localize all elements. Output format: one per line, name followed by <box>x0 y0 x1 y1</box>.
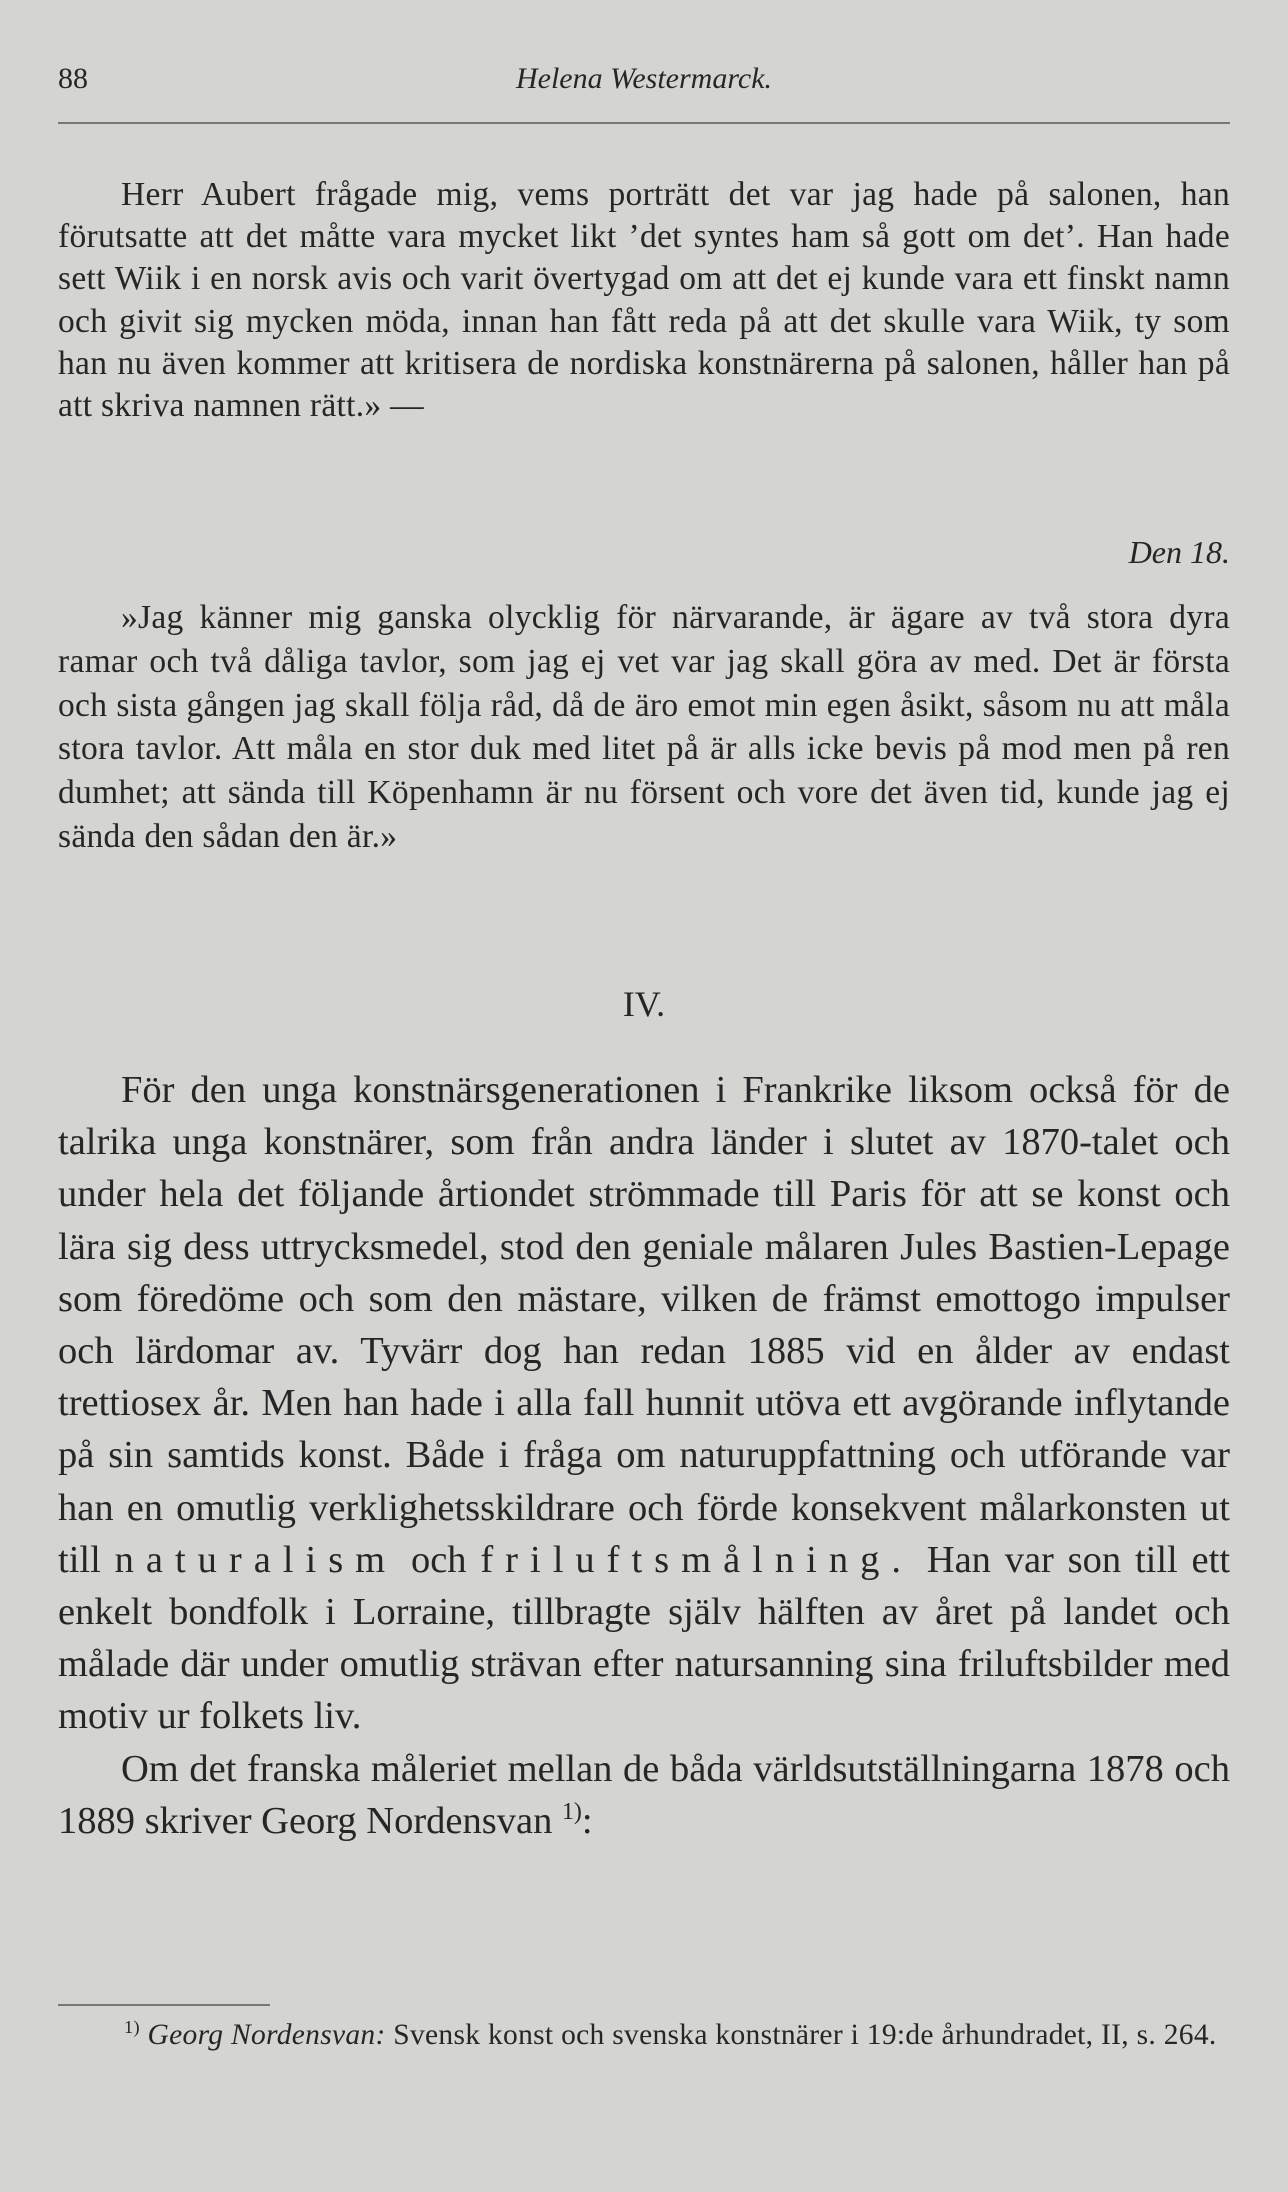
footnote-rule <box>58 2004 270 2006</box>
section-body <box>58 1064 1230 1847</box>
section-paragraph-2-text: Om det franska måleriet mellan de båda världsutställningarna 1878 och 1889 skriver Georg Nordensvan <box>58 1747 1230 1842</box>
letter-paragraph-2 <box>58 596 1230 859</box>
footnote-body: Svensk konst och svenska konstnärer i 19:de århundradet, II, s. 264. <box>393 2019 1217 2051</box>
section-paragraph-2 <box>58 1743 1230 1847</box>
footnote-reference: 1) <box>561 1799 582 1826</box>
footnote <box>58 2015 1230 2055</box>
letter-paragraph-1 <box>58 174 1230 427</box>
page-number: 88 <box>58 62 88 95</box>
section-heading: IV. <box>622 984 666 1024</box>
footnote-author: Georg Nordensvan: <box>147 2019 386 2051</box>
letter-date: Den 18. <box>1128 534 1230 570</box>
term-connector: och <box>410 1538 467 1581</box>
header-rule <box>58 122 1230 124</box>
section-paragraph-1-before: För den unga konstnärsgenerationen i Frankrike liksom också för de talrika unga konstnärer, som från andra länder i slutet av 1870-talet och under hela det följande årtiondet strömmade till Paris för att se konst och lära sig dess uttrycksmedel, stod den geniale målaren Jules Bastien-Lepage som föredöme och som den mästare, vilken de främst emottogo impulser och lärdomar av. Tyvärr dog han redan 1885 vid en ålder av endast trettiosex år. Men han hade i alla fall hunnit utöva ett avgörande inflytande på sin samtids konst. Både i fråga om naturuppfattning och utförande var han en omutlig verklighetsskildrare och förde konsekvent målarkonsten ut till <box>58 1069 1230 1581</box>
section-paragraph-2-end: : <box>581 1799 593 1842</box>
footnote-mark: 1) <box>124 2017 140 2038</box>
letter-paragraph-1-text: Herr Aubert frågade mig, vems porträtt det var jag hade på salonen, han förutsatte att det måtte vara mycket likt ’det syntes ham så gott om det’. Han hade sett Wiik i en norsk avis och varit övertygad om att det ej kunde vara ett finskt namn och givit sig mycken möda, innan han fått reda på att det skulle vara Wiik, ty som han nu även kommer att kritisera de nordiska konstnärerna på salonen, håller han på att skriva namnen rätt.» — <box>58 176 1230 425</box>
footnote-text <box>58 2015 1230 2055</box>
running-head: Helena Westermarck. <box>515 62 773 95</box>
section-paragraph-1 <box>58 1064 1230 1743</box>
letter-paragraph-2-text: »Jag känner mig ganska olycklig för närvarande, är ägare av två stora dyra ramar och två dåliga tavlor, som jag ej vet var jag skall göra av med. Det är första och sista gången jag skall följa råd, då de äro emot min egen åsikt, såsom nu att måla stora tavlor. Att måla en stor duk med litet på är alls icke bevis på mod men på ren dumhet; att sända till Köpenhamn är nu försent och vore det även tid, kunde jag ej sända den sådan den är.» <box>58 599 1230 855</box>
page-header <box>58 62 1230 106</box>
term-naturalism: naturalism <box>114 1538 398 1581</box>
term-friluftsmalning: friluftsmålning. <box>480 1538 913 1581</box>
section-paragraph-1-after: Han var son till ett enkelt bondfolk i Lorraine, tillbragte själv hälften av året på landet och målade där under omutlig strävan efter natursanning sina friluftsbilder med motiv ur folkets liv. <box>58 1538 1231 1738</box>
